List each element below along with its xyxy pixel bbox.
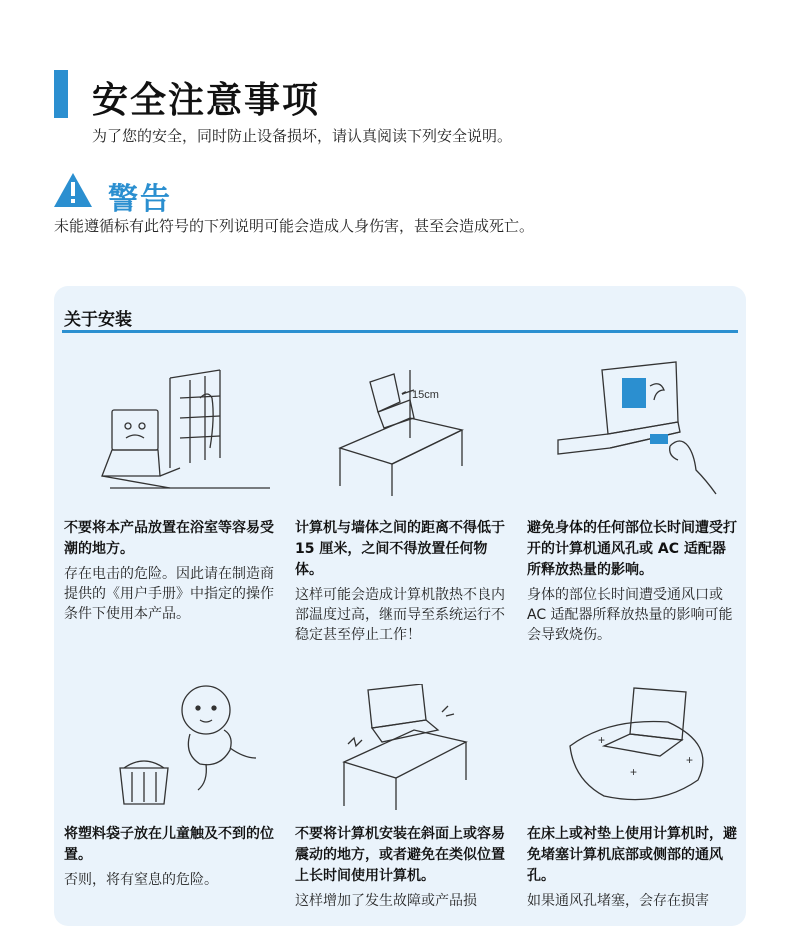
item-heading: 将塑料袋子放在儿童触及不到的位置。 <box>64 826 274 863</box>
item-heading: 在床上或衬垫上使用计算机时，避免堵塞计算机底部或侧部的通风孔。 <box>527 826 737 884</box>
item-unstable-surface <box>295 824 505 911</box>
installation-panel <box>54 286 746 926</box>
item-body: 如果通风孔堵塞，会存在损害 <box>527 893 709 909</box>
item-wall-clearance <box>295 518 505 645</box>
svg-text:+: + <box>598 733 606 747</box>
svg-text:+: + <box>630 765 638 779</box>
section-title: 关于安装 <box>64 310 132 330</box>
unstable-desk-illustration <box>342 684 482 814</box>
item-heading: 不要将本产品放置在浴室等容易受潮的地方。 <box>64 520 274 557</box>
item-body: 这样增加了发生故障或产品损 <box>295 893 477 909</box>
page-title: 安全注意事项 <box>92 80 321 121</box>
item-plastic-bag <box>64 824 274 890</box>
page-subtitle: 为了您的安全，同时防止设备损坏，请认真阅读下列安全说明。 <box>92 127 513 145</box>
item-body: 否则，将有窒息的危险。 <box>64 872 218 888</box>
item-body: 存在电击的危险。因此请在制造商提供的《用户手册》中指定的操作条件下使用本产品。 <box>64 566 274 622</box>
warning-triangle-icon <box>53 172 93 208</box>
child-plastic-bag-illustration <box>110 678 270 808</box>
warning-title: 警告 <box>108 182 172 217</box>
item-heading: 计算机与墙体之间的距离不得低于 15 厘米，之间不得放置任何物体。 <box>295 520 505 578</box>
item-body: 这样可能会造成计算机散热不良内部温度过高，继而导至系统运行不稳定甚至停止工作！ <box>295 587 505 643</box>
section-divider <box>62 330 738 333</box>
item-heading: 不要将计算机安装在斜面上或容易震动的地方，或者避免在类似位置上长时间使用计算机。 <box>295 826 505 884</box>
warning-description: 未能遵循标有此符号的下列说明可能会造成人身伤害，甚至会造成死亡。 <box>54 217 535 235</box>
item-bathroom <box>64 518 274 624</box>
svg-text:+: + <box>686 753 694 767</box>
item-bed-cushion <box>527 824 737 911</box>
title-accent-bar <box>54 70 68 118</box>
laptop-on-bed-illustration <box>568 684 718 814</box>
desk-wall-clearance-illustration <box>322 368 482 498</box>
item-vent-heat <box>527 518 737 645</box>
vent-heat-hand-illustration <box>550 356 730 506</box>
item-body: 身体的部位长时间遭受通风口或 AC 适配器所释放热量的影响可能会导致烧伤。 <box>527 587 733 643</box>
bathroom-laptop-illustration <box>100 368 280 508</box>
clearance-label: 15cm <box>412 389 439 401</box>
item-heading: 避免身体的任何部位长时间遭受打开的计算机通风孔或 AC 适配器所释放热量的影响。 <box>527 520 737 578</box>
